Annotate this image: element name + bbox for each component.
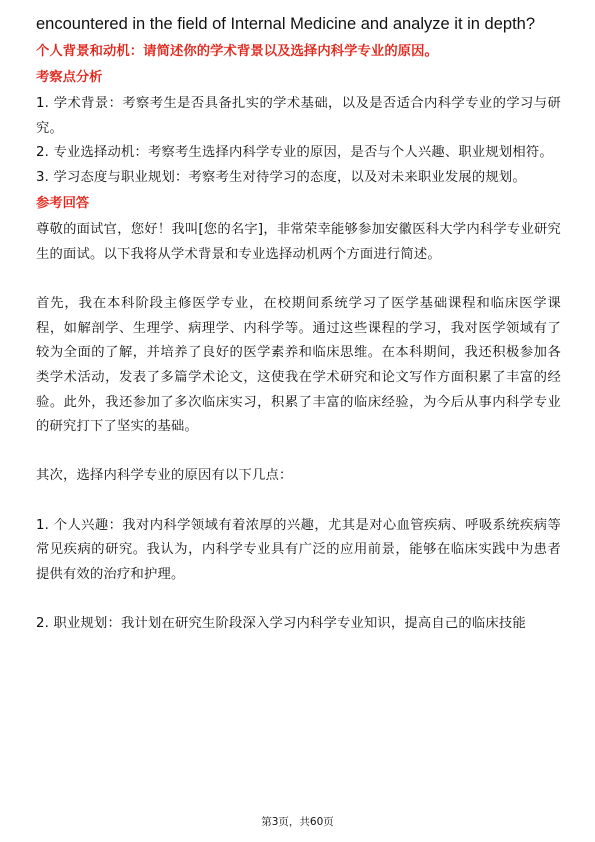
analysis-point-1: 1. 学术背景：考察考生是否具备扎实的学术基础，以及是否适合内科学专业的学习与研究。 (36, 96, 561, 136)
answer-reason-2: 2. 职业规划：我计划在研究生阶段深入学习内科学专业知识，提高自己的临床技能 (36, 615, 526, 631)
answer-background: 首先，我在本科阶段主修医学专业，在校期间系统学习了医学基础课程和临床医学课程，如解剖学、生理学、病理学、内科学等。通过这些课程的学习，我对医学领域有了较为全面的了解，并培养了良好的医学素养和临床思维。在本科期间，我还积极参加各类学术活动，发表了多篇学术论文，这使我在学术研究和论文写作方面积累了丰富的经验。此外，我还参加了多次临床实习，积累了丰富的临床经验，为今后从事内科学专业的研究打下了坚实的基础。 (36, 296, 561, 435)
answer-reason-1: 1. 个人兴趣：我对内科学领域有着浓厚的兴趣，尤其是对心血管疾病、呼吸系统疾病等常见疾病的研究。我认为，内科学专业具有广泛的应用前景，能够在临床实践中为患者提供有效的治疗和护理。 (36, 517, 561, 582)
answer-greeting: 尊敬的面试官，您好！我叫[您的名字]，非常荣幸能够参加安徽医科大学内科学专业研究生的面试。以下我将从学术背景和专业选择动机两个方面进行简述。 (36, 222, 561, 262)
answer-heading: 参考回答 (36, 196, 90, 212)
paragraph-spacer (36, 440, 561, 465)
document-page (36, 14, 561, 636)
interview-question: 个人背景和动机：请简述你的学术背景以及选择内科学专业的原因。 (36, 44, 438, 59)
paragraph-spacer (36, 587, 561, 612)
analysis-point-3: 3. 学习态度与职业规划：考察考生对待学习的态度，以及对未来职业发展的规划。 (36, 169, 526, 185)
english-question-continuation: encountered in the field of Internal Medicine and analyze it in depth? (36, 15, 536, 33)
analysis-heading: 考察点分析 (36, 70, 103, 85)
page-number-footer: 第3页，共60页 (261, 816, 334, 828)
paragraph-spacer (36, 268, 561, 293)
analysis-point-2: 2. 专业选择动机：考察考生选择内科学专业的原因，是否与个人兴趣、职业规划相符。 (36, 145, 553, 161)
answer-reasons-intro: 其次，选择内科学专业的原因有以下几点： (36, 468, 293, 484)
paragraph-spacer (36, 489, 561, 514)
